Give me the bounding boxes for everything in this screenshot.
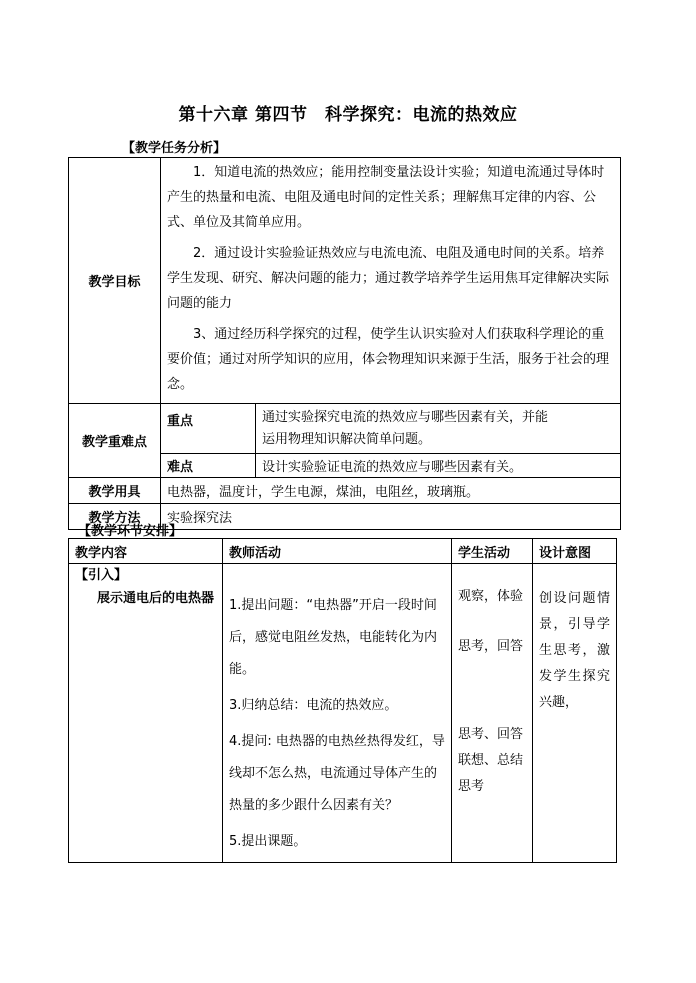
intro-label: 【引入】 [75,568,128,583]
student-activity-3: 思考、回答 [458,727,524,742]
teacher-activity-4: 4.提问: 电热器的电热丝热得发红，导线却不怎么热，电流通过导体产生的热量的多少跟什么因素有关？ [229,734,445,813]
student-activity-2: 思考，回答 [458,639,524,654]
header-design: 设计意图 [533,539,617,564]
header-content: 教学内容 [69,539,223,564]
method-text: 实验探究法 [161,504,621,530]
objectives-cell [161,158,621,404]
tools-label: 教学用具 [69,478,161,504]
key-line-2: 运用物理知识解决简单问题。 [262,431,432,447]
section-label-task-analysis: 【教学任务分析】 [122,141,227,156]
design-intent-cell: 创设问题情景，引导学生思考，激发学生探究兴趣， [533,564,617,863]
teacher-activity-1: 1.提出问题：“电热器”开启一段时间后，感觉电阻丝发热，电能转化为内能。 [229,598,438,677]
student-activity-4: 联想、总结 [458,753,524,768]
method-label: 教学方法 [69,504,161,530]
intro-content: 展示通电后的电热器 [97,591,215,606]
student-activity-cell [452,564,533,863]
teacher-activity-5: 5.提出课题。 [229,834,307,849]
process-table [68,538,617,863]
section-label-process: 【教学环节安排】 [78,524,183,539]
tools-text: 电热器，温度计，学生电源，煤油，电阻丝，玻璃瓶。 [161,478,621,504]
difficulty-label: 难点 [161,454,256,478]
teacher-activity-3: 3.归纳总结：电流的热效应。 [229,698,398,713]
key-text [256,404,621,454]
student-activity-5: 思考 [458,779,485,794]
difficulty-text: 设计实验验证电流的热效应与哪些因素有关。 [256,454,621,478]
objective-3: 3、通过经历科学探究的过程，使学生认识实验对人们获取科学理论的重要价值；通过对所学知识的应用，体会物理知识来源于生活，服务于社会的理念。 [167,327,610,392]
page-title: 第十六章 第四节 科学探究：电流的热效应 [178,105,518,125]
objective-1: 1．知道电流的热效应；能用控制变量法设计实验；知道电流通过导体时产生的热量和电流、电阻及通电时间的定性关系；理解焦耳定律的内容、公式、单位及其简单应用。 [167,165,605,230]
keypoints-label: 教学重难点 [69,404,161,478]
content-cell [69,564,223,863]
task-analysis-table [68,157,621,530]
objective-2: 2．通过设计实验验证热效应与电流电流、电阻及通电时间的关系。培养学生发现、研究、解决问题的能力；通过教学培养学生运用焦耳定律解决实际问题的能力 [167,246,610,311]
teacher-activity-cell [223,564,452,863]
key-line-1: 通过实验探究电流的热效应与哪些因素有关，并能 [262,409,549,425]
objectives-label: 教学目标 [69,158,161,404]
header-student: 学生活动 [452,539,533,564]
student-activity-1: 观察，体验 [458,589,524,604]
header-teacher: 教师活动 [223,539,452,564]
key-label: 重点 [161,404,256,454]
